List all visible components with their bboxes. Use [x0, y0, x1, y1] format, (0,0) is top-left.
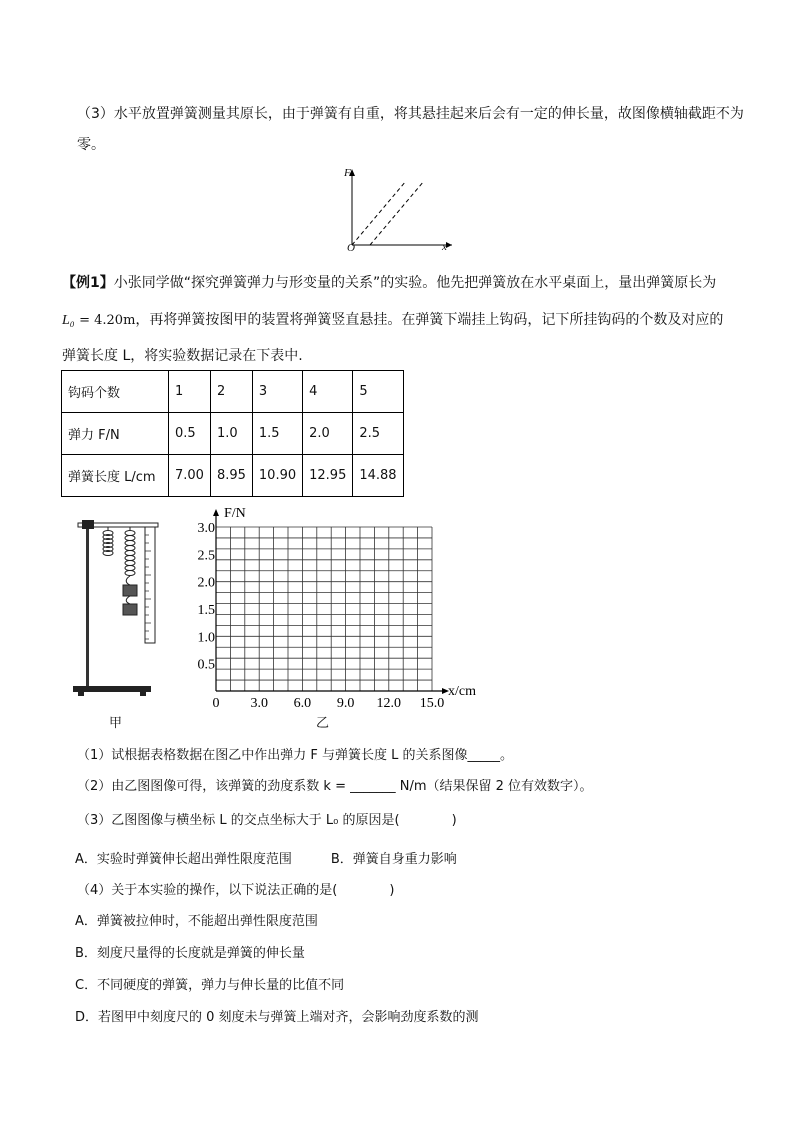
x-tick-label: 9.0: [336, 696, 355, 711]
example-text-1: 小张同学做“探究弹簧弹力与形变量的关系”的实验。他先把弹簧放在水平桌面上，量出弹簧原长为: [113, 275, 717, 291]
table-cell: 1: [169, 371, 211, 413]
table-cell: 0.5: [169, 413, 211, 455]
small-graph-origin: O: [347, 242, 355, 254]
y-tick-label: 1.5: [197, 603, 215, 618]
question-4-option-a: A．弹簧被拉伸时，不能超出弹性限度范围: [75, 914, 318, 929]
table-cell: 10.90: [252, 455, 302, 497]
figure-yi-caption: 乙: [316, 716, 330, 731]
table-cell: 1.5: [252, 413, 302, 455]
example-line-3: 弹簧长度 L，将实验数据记录在下表中.: [62, 348, 303, 364]
example-text-2: ，再将弹簧按图甲的装置将弹簧竖直悬挂。在弹簧下端挂上钩码，记下所挂钩码的个数及对应的: [135, 312, 724, 328]
y-tick-label: 0.5: [197, 657, 215, 673]
table-cell: 弹力 F/N: [62, 413, 169, 455]
y-tick-label: 2.5: [197, 548, 215, 564]
y-tick-label: 1.0: [197, 630, 215, 646]
y-tick-label: 3.0: [197, 521, 215, 536]
l0-value: = 4.20m: [79, 313, 136, 328]
figure-jia-caption: 甲: [109, 716, 123, 731]
x-tick-label: 12.0: [376, 696, 402, 711]
example-tag: 【例1】: [62, 275, 114, 291]
table-cell: 钩码个数: [62, 371, 169, 413]
small-graph-x-label: x: [442, 241, 447, 253]
table-cell: 8.95: [210, 455, 252, 497]
x-axis-label: x/cm: [448, 684, 476, 699]
table-cell: 弹簧长度 L/cm: [62, 455, 169, 497]
question-4: （4）关于本实验的操作，以下说法正确的是( ): [77, 883, 395, 898]
question-4-option-b: B．刻度尺量得的长度就是弹簧的伸长量: [75, 946, 305, 961]
table-cell: 5: [353, 371, 403, 413]
x-tick-label: 0: [212, 696, 220, 711]
question-2: （2）由乙图图像可得，该弹簧的劲度系数 k = _______ N/m（结果保留 2 位有效数字）。: [77, 779, 593, 794]
question-4-option-c: C．不同硬度的弹簧，弹力与伸长量的比值不同: [75, 978, 345, 993]
table-cell: 2.5: [353, 413, 403, 455]
table-cell: 3: [252, 371, 302, 413]
x-tick-label: 3.0: [250, 696, 268, 711]
table-cell: 14.88: [353, 455, 403, 497]
y-axis-arrow: [213, 509, 219, 516]
question-3: （3）乙图图像与横坐标 L 的交点坐标大于 L₀ 的原因是( ): [77, 813, 457, 828]
table-cell: 4: [303, 371, 353, 413]
x-tick-label: 15.0: [419, 696, 445, 711]
note-line-1: （3）水平放置弹簧测量其原长，由于弹簧有自重，将其悬挂起来后会有一定的伸长量，故图像横轴截距不为: [77, 106, 744, 122]
y-axis-label: F/N: [224, 506, 246, 521]
table-cell: 7.00: [169, 455, 211, 497]
note-line-2: 零。: [77, 137, 105, 153]
small-graph-y-label: F: [344, 167, 351, 179]
question-3-options: A．实验时弹簧伸长超出弹性限度范围 B．弹簧自身重力影响: [75, 852, 457, 867]
table-cell: 1.0: [210, 413, 252, 455]
table-cell: 2.0: [303, 413, 353, 455]
y-tick-label: 2.0: [197, 575, 215, 591]
table-cell: 12.95: [303, 455, 353, 497]
x-tick-label: 6.0: [293, 696, 312, 711]
question-4-option-d: D．若图甲中刻度尺的 0 刻度未与弹簧上端对齐，会影响劲度系数的测: [75, 1010, 479, 1025]
table-cell: 2: [210, 371, 252, 413]
question-1: （1）试根据表格数据在图乙中作出弹力 F 与弹簧长度 L 的关系图像_____。: [77, 748, 514, 763]
l0-symbol: L₀: [62, 313, 75, 328]
